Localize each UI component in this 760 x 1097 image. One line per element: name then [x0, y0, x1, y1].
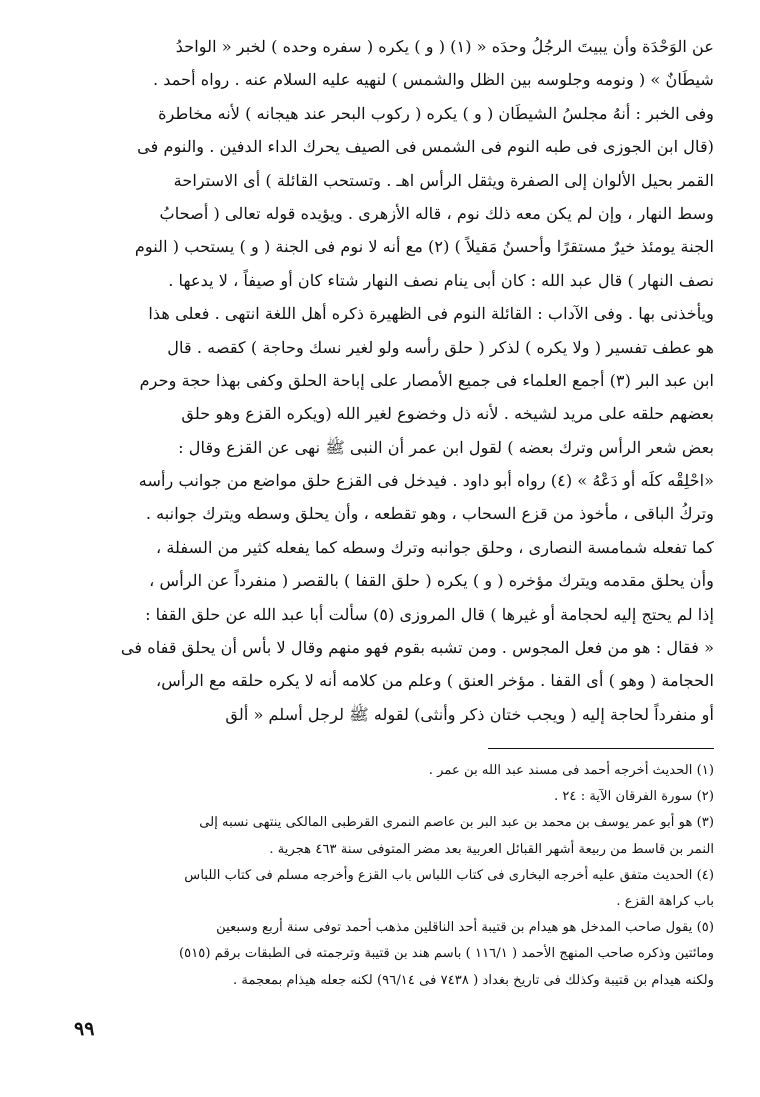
- text-line: بعض شعر الرأس وترك بعضه ) لقول ابن عمر أن النبى ﷺ نهى عن القزع وقال :: [178, 437, 714, 457]
- text-line: ويأخذنى بها . وفى الآداب : القائلة النوم فى الظهيرة ذكره أهل اللغة انتهى . فعلى هذا: [148, 304, 714, 324]
- text-line: هو عطف تفسير ( ولا يكره ) لذكر ( حلق رأسه ولو لغير نسك وحاجة ) كقصه . قال: [167, 337, 714, 357]
- text-line: «احْلِقْه كلَه أو دَعْهُ » (٤) رواه أبو داود . فيدخل فى القزع حلق مواضع من جوانب رأسه: [138, 471, 714, 491]
- page-number: ٩٩: [74, 1018, 95, 1040]
- footnote-line: ومائتين وذكره صاحب المنهج الأحمد ( ١١٦/١ ) باسم هند بن قتيبة وترجمته فى الطبقات برقم (٥١٥): [178, 946, 714, 962]
- footnote-divider: [488, 748, 714, 749]
- footnote-line: ولكنه هيدام بن قتيبة وكذلك فى تاريخ بغداد ( ٧٤٣٨ فى ٩٦/١٤) لكنه جعله هيذام بمعجمة .: [233, 972, 714, 988]
- text-line: الحجامة ( وهو ) أى القفا . مؤخر العنق ) وعلم من كلامه أنه لا يكره حلقه مع الرأس،: [156, 671, 714, 691]
- main-text-body: [74, 30, 714, 731]
- text-line: « فقال : هو من فعل المجوس . ومن تشبه بقوم فهو منهم وقال لا بأس أن يحلق قفاه فى: [120, 638, 714, 658]
- text-line: وتركُ الباقى ، مأخوذ من قزع السحاب ، وهو تقطعه ، وأن يحلق وسطه ويترك جوانبه .: [145, 504, 714, 524]
- footnote-line: (٣) هو أبو عمر يوسف بن محمد بن عبد البر بن عاصم النمرى القرطبى المالكى ينتهى نسبه إلى: [199, 815, 714, 831]
- text-line: (قال ابن الجوزى فى طبه النوم فى الشمس فى الصيف يحرك الداء الدفين . والنوم فى: [137, 137, 714, 157]
- footnote-line: (٤) الحديث متفق عليه أخرجه البخارى فى كتاب اللباس باب القزع وأخرجه مسلم فى كتاب اللباس: [184, 867, 714, 883]
- text-line: ابن عبد البر (٣) أجمع العلماء فى جميع الأمصار على إباحة الحلق وكفى بهذا حجة وحرم: [139, 370, 714, 390]
- text-line: بعضهم حلقه على مريد لشيخه . لأنه ذل وخضوع لغير الله (ويكره القزع وهو حلق: [181, 404, 714, 424]
- text-line: شيطَانٌ » ( ونومه وجلوسه بين الظل والشمس ) لنهيه عليه السلام عنه . رواه أحمد .: [152, 70, 714, 90]
- footnote-line: (٢) سورة الفرقان الآية : ٢٤ .: [553, 789, 714, 805]
- footnote-line: (٥) يقول صاحب المدخل هو هيدام بن قتيبة أحد الناقلين مذهب أحمد توفى سنة أربع وسبعين: [216, 920, 714, 936]
- text-line: القمر بحيل الألوان إلى الصفرة ويثقل الرأس اهـ . وتستحب القائلة ) أى الاستراحة: [173, 170, 714, 190]
- text-line: أو منفرداً لحاجة إليه ( ويجب ختان ذكر وأنثى) لقوله ﷺ لرجل أسلم « ألق: [225, 704, 714, 724]
- footnote-line: باب كراهة القزع .: [616, 893, 714, 909]
- footnotes-section: [74, 758, 714, 994]
- text-line: كما تفعله شمامسة النصارى ، وحلق جوانبه وترك وسطه كما يفعله كثير من السفلة ،: [155, 537, 714, 557]
- text-line: وفى الخبر : أنهُ مجلسُ الشيطَان ( و ) يكره ( ركوب البحر عند هيجانه ) لأنه مخاطرة: [158, 103, 714, 123]
- text-line: إذا لم يحتج إليه لحجامة أو غيرها ) قال المروزى (٥) سألت أبا عبد الله عن حلق القفا :: [145, 604, 714, 624]
- text-line: وسط النهار ، وإن لم يكن معه ذلك نوم ، قاله الأزهرى . ويؤيده قوله تعالى ( أصحابُ: [159, 203, 714, 223]
- text-line: عن الوَحْدَة وأن يبيتَ الرجُلُ وحدَه « (١) ( و ) يكره ( سفره وحده ) لخبر « الواحدُ: [175, 37, 714, 56]
- text-line: نصف النهار ) قال عبد الله : كان أبى ينام نصف النهار شتاء كان أو صيفاً ، لا يدعها .: [168, 270, 714, 290]
- text-line: وأن يحلق مقدمه ويترك مؤخره ( و ) يكره ( حلق القفا ) بالقصر ( منفرداً عن الرأس ،: [149, 571, 714, 591]
- text-line: الجنة يومئذ خيرٌ مستقرًا وأحسنُ مَقيلاً ) (٢) مع أنه لا نوم فى الجنة ( و ) يستحب ( النوم: [134, 237, 714, 257]
- footnote-line: (١) الحديث أخرجه أحمد فى مسند عبد الله بن عمر .: [428, 763, 714, 778]
- footnote-line: النمر بن قاسط من ربيعة أشهر القبائل العربية بعد مضر المتوفى سنة ٤٦٣ هجرية .: [269, 841, 714, 857]
